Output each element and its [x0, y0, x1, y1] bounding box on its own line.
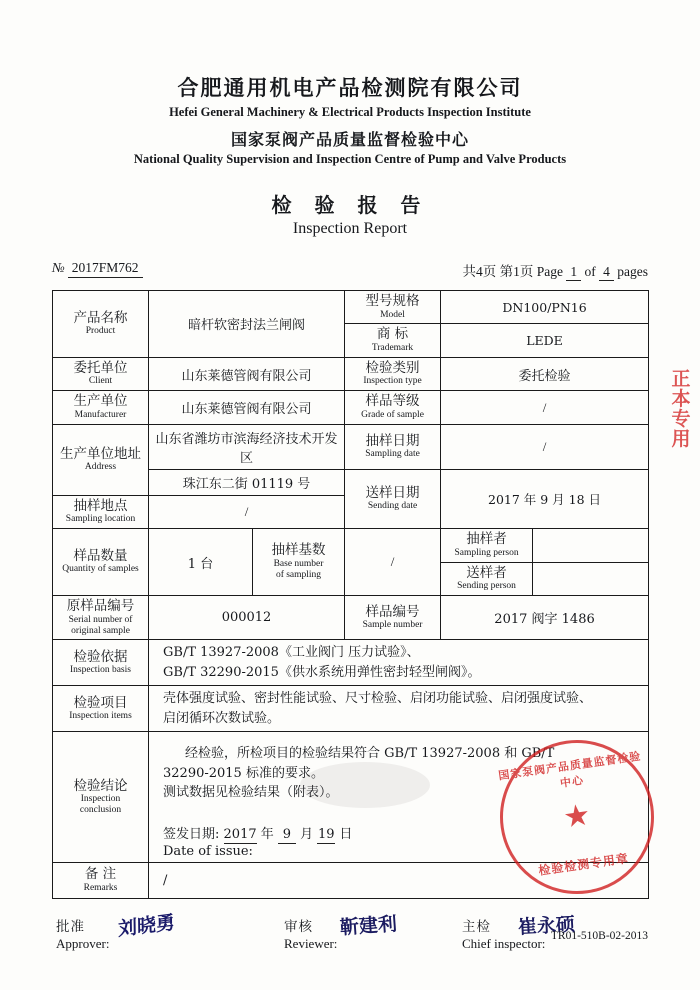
center-name-en: National Quality Supervision and Inspection Centre of Pump and Valve Products [133, 152, 567, 166]
label-manufacturer-cn: 生产单位 [73, 393, 128, 410]
signature-reviewer-cn: 审核 [284, 919, 313, 936]
value-inspection-items [149, 686, 649, 732]
label-sending-person [441, 562, 533, 595]
table-row [53, 686, 649, 732]
value-address-line2: 珠江东二街 01119 号 [149, 469, 345, 495]
signature-approver-cn: 批准 [56, 919, 85, 936]
inspection-basis-line2: GB/T 32290-2015《供水系统用弹性密封轻型闸阀》。 [163, 664, 481, 680]
value-serial-original-sample: 000012 [149, 596, 345, 640]
page-of: of [584, 264, 596, 279]
issue-date-label-en-row [163, 844, 643, 860]
value-remarks: / [149, 863, 649, 899]
conclusion-line1: 经检验，所检项目的检验结果符合 GB/T 13927-2008 和 GB/T [185, 746, 555, 762]
label-serial-original-cn: 原样品编号 [66, 598, 135, 615]
label-inspection-items [53, 686, 149, 732]
table-row [53, 529, 649, 562]
label-sampling-person [441, 529, 533, 562]
label-serial-original-en2: original sample [71, 625, 130, 636]
label-model [345, 291, 441, 324]
center-name-cn: 国家泵阀产品质量监督检验中心 [230, 130, 469, 149]
label-quantity-of-samples [53, 529, 149, 596]
label-base-number-cn: 抽样基数 [271, 542, 326, 559]
label-address-en: Address [84, 462, 117, 473]
label-client-cn: 委托单位 [73, 359, 128, 376]
value-trademark: LEDE [441, 324, 649, 357]
conclusion-line2: 32290-2015 标准的要求。 [163, 765, 324, 781]
value-product-name: 暗杆软密封法兰闸阀 [149, 291, 345, 358]
label-inspection-items-en: Inspection items [69, 711, 132, 722]
page-total: 4 [599, 264, 614, 281]
value-grade-of-sample: / [441, 391, 649, 424]
page-count [463, 260, 649, 281]
label-sampling-date-cn: 抽样日期 [365, 432, 420, 449]
signature-approver-handwriting: 刘晓勇 [118, 911, 175, 941]
table-row [53, 424, 649, 469]
table-row [53, 291, 649, 324]
star-icon: ★ [561, 798, 593, 835]
issue-month: 9 [278, 827, 296, 844]
label-inspection-basis-en: Inspection basis [70, 665, 131, 676]
label-base-number-en1: Base number [273, 558, 324, 569]
signature-chief-inspector [462, 913, 576, 952]
issue-date-label-cn: 签发日期: [163, 826, 220, 842]
label-remarks-en: Remarks [83, 882, 118, 893]
table-row [53, 732, 649, 863]
label-sending-person-cn: 送样者 [466, 564, 507, 581]
table-row [53, 391, 649, 424]
label-sampling-location-en: Sampling location [65, 514, 136, 525]
value-quantity-of-samples: 1 台 [149, 529, 253, 596]
value-inspection-type: 委托检验 [441, 357, 649, 390]
label-sampling-location [53, 495, 149, 528]
label-sampling-date-en: Sampling date [365, 449, 420, 460]
label-address-cn: 生产单位地址 [60, 445, 141, 462]
label-sample-number-cn: 样品编号 [365, 603, 420, 620]
issue-year-unit: 年 [260, 826, 274, 842]
signature-reviewer [284, 913, 398, 952]
label-grade-of-sample-en: Grade of sample [361, 409, 424, 420]
label-sampling-person-en: Sampling person [454, 547, 519, 558]
label-quantity-cn: 样品数量 [73, 547, 128, 564]
label-trademark-en: Trademark [371, 342, 414, 353]
stamp-text-top: 国家泵阀产品质量监督检验中心 [497, 749, 643, 790]
label-manufacturer [53, 391, 149, 424]
label-sample-number-en: Sample number [362, 620, 423, 631]
label-serial-original-en1: Serial number of [68, 614, 133, 625]
label-inspection-basis [53, 640, 149, 686]
signature-chief-inspector-handwriting: 崔永硕 [517, 913, 576, 939]
signature-block [52, 911, 648, 975]
report-title-cn: 检 验 报 告 [271, 193, 429, 217]
signature-approver [56, 911, 175, 952]
conclusion-line3: 测试数据见检验结果（附表）。 [163, 785, 339, 801]
value-client: 山东莱德管阀有限公司 [149, 357, 345, 390]
value-sampling-date: / [441, 424, 649, 469]
label-sending-date [345, 469, 441, 528]
issue-month-unit: 月 [300, 826, 314, 842]
table-row [53, 863, 649, 899]
signature-reviewer-handwriting: 靳建利 [339, 913, 398, 940]
organization-name-cn: 合肥通用机电产品检测院有限公司 [177, 75, 523, 100]
label-product-name-en: Product [85, 326, 116, 337]
value-sample-number: 2017 阀字 1486 [441, 596, 649, 640]
form-code: TR01-510B-02-2013 [550, 930, 648, 942]
label-inspection-conclusion-cn: 检验结论 [73, 777, 128, 794]
value-manufacturer: 山东莱德管阀有限公司 [149, 391, 345, 424]
label-inspection-conclusion-en2: conclusion [79, 805, 122, 816]
inspection-items-line2: 启闭循环次数试验。 [163, 710, 281, 726]
page-count-en-pre: Page [536, 264, 563, 279]
label-grade-of-sample-cn: 样品等级 [365, 393, 420, 410]
organization-name-en: Hefei General Machinery & Electrical Products Inspection Institute [169, 105, 531, 119]
label-inspection-type-cn: 检验类别 [365, 359, 420, 376]
label-quantity-en: Quantity of samples [62, 564, 139, 575]
table-row [53, 357, 649, 390]
signature-chief-inspector-en: Chief inspector: [462, 935, 546, 951]
report-number-label: № [52, 260, 65, 275]
table-row [53, 640, 649, 686]
value-model: DN100/PN16 [441, 291, 649, 324]
report-number-value: 2017FM762 [68, 260, 143, 278]
label-sending-date-en: Sending date [367, 501, 418, 512]
stamp-text-bottom: 检验检测专用章 [537, 851, 630, 878]
label-sampling-person-cn: 抽样者 [466, 531, 507, 548]
label-base-number-en2: of sampling [275, 569, 322, 580]
label-inspection-basis-cn: 检验依据 [73, 648, 128, 665]
label-sample-number [345, 596, 441, 640]
label-client [53, 357, 149, 390]
label-address [53, 424, 149, 495]
issue-day: 19 [317, 826, 335, 842]
signature-reviewer-en: Reviewer: [284, 935, 338, 951]
label-serial-original-sample [53, 596, 149, 640]
label-remarks [53, 863, 149, 899]
label-base-number [253, 529, 345, 596]
label-inspection-conclusion [53, 732, 149, 863]
value-inspection-basis [149, 640, 649, 686]
value-address-line1: 山东省潍坊市滨海经济技术开发区 [149, 424, 345, 469]
label-inspection-conclusion-en1: Inspection [80, 794, 121, 805]
report-meta-row [52, 260, 648, 282]
inspection-items-line1: 壳体强度试验、密封性能试验、尺寸检验、启闭功能试验、启闭强度试验、 [163, 691, 593, 707]
report-number [52, 260, 143, 278]
document-header [0, 0, 700, 238]
label-sending-person-en: Sending person [457, 581, 516, 592]
label-trademark-cn: 商 标 [376, 326, 409, 343]
inspection-report-table [52, 290, 649, 899]
value-inspection-conclusion [149, 732, 649, 863]
page-count-en-post: pages [617, 264, 648, 279]
signature-chief-inspector-cn: 主检 [462, 919, 491, 936]
table-row [53, 596, 649, 640]
label-trademark [345, 324, 441, 357]
label-model-cn: 型号规格 [365, 293, 420, 309]
label-product-name [53, 291, 149, 358]
label-product-name-cn: 产品名称 [73, 309, 128, 326]
label-inspection-items-cn: 检验项目 [73, 694, 128, 711]
value-sending-person [533, 562, 649, 595]
page-count-cn: 共4页 第1页 [462, 264, 534, 279]
label-sampling-location-cn: 抽样地点 [73, 497, 128, 514]
label-manufacturer-en: Manufacturer [74, 409, 127, 420]
value-base-number: / [345, 529, 441, 596]
label-sending-date-cn: 送样日期 [365, 484, 420, 501]
inspection-basis-line1: GB/T 13927-2008《工业阀门 压力试验》、 [163, 645, 420, 661]
value-sending-date: 2017 年 9 月 18 日 [441, 469, 649, 528]
label-grade-of-sample [345, 391, 441, 424]
issue-date-row [163, 827, 643, 844]
issue-day-unit: 日 [339, 826, 353, 842]
side-margin-stamp: 正本专用 [671, 368, 691, 450]
value-sampling-person [533, 529, 649, 562]
label-inspection-type [345, 357, 441, 390]
page-current: 1 [566, 264, 581, 281]
label-model-en: Model [380, 309, 405, 320]
label-inspection-type-en: Inspection type [363, 376, 422, 387]
signature-approver-en: Approver: [56, 935, 110, 951]
label-remarks-cn: 备 注 [84, 866, 117, 883]
issue-date-label-en: Date of issue: [163, 843, 253, 859]
value-sampling-location: / [149, 495, 345, 528]
label-sampling-date [345, 424, 441, 469]
label-client-en: Client [88, 376, 113, 387]
issue-year: 2017 [223, 826, 257, 842]
report-title-en: Inspection Report [292, 220, 408, 237]
